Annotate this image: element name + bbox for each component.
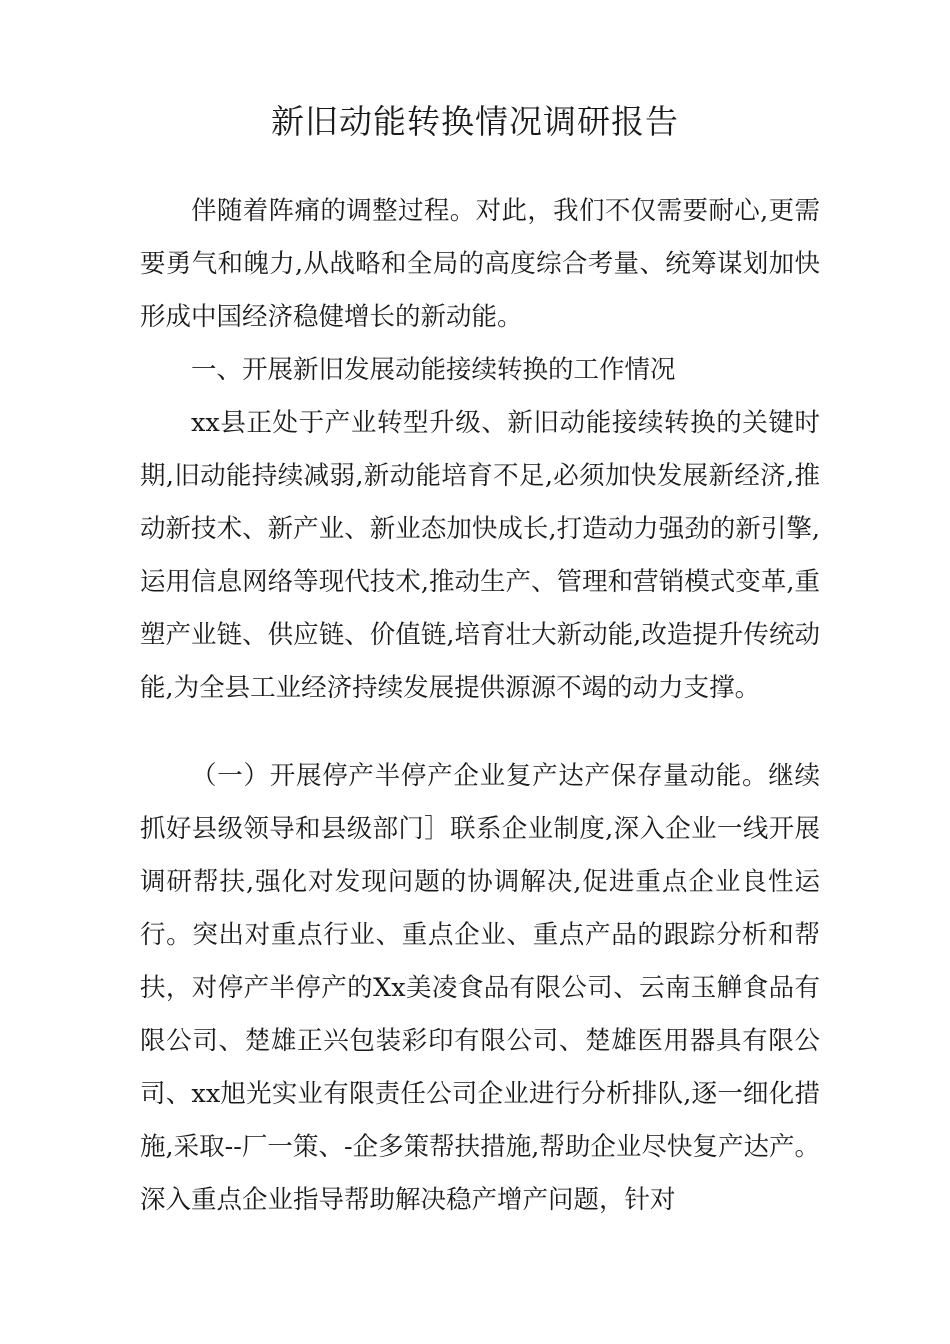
paragraph-subsection-1: （一）开展停产半停产企业复产达产保存量动能。继续抓好县级领导和县级部门］联系企业制度,深入企业一线开展调研帮扶,强化对发现问题的协调解决,促进重点企业良性运行。突出对重点行业、重点企业、重点产品的跟踪分析和帮扶，对停产半停产的Xx美凌食品有限公司、云南玉觯食品有限公司、楚雄正兴包装彩印有限公司、楚雄医用器具有限公司、xx旭光实业有限责任公司企业进行分析排队,逐一细化措施,采取--厂一策、-企多策帮扶措施,帮助企业尽快复产达产。深入重点企业指导帮助解决稳产增产问题，针对 (140, 761, 820, 1215)
section-heading-1: 一、开展新旧发展动能接续转换的工作情况 (191, 355, 676, 385)
paragraph-intro: 伴随着阵痛的调整过程。对此，我们不仅需要耐心,更需要勇气和魄力,从战略和全局的高度综合考量、统筹谋划加快形成中国经济稳健增长的新动能。 (140, 196, 820, 332)
paragraph-county-overview: xx县正处于产业转型升级、新旧动能接续转换的关键时期,旧动能持续减弱,新动能培育不足,必须加快发展新经济,推动新技术、新产业、新业态加快成长,打造动力强劲的新引擎,运用信息网络等现代技术,推动生产、管理和营销模式变革,重塑产业链、供应链、价值链,培育壮大新动能,改造提升传统动能,为全县工业经济持续发展提供源源不竭的动力支撑。 (140, 408, 820, 703)
document-title: 新旧动能转换情况调研报告 (271, 102, 679, 141)
